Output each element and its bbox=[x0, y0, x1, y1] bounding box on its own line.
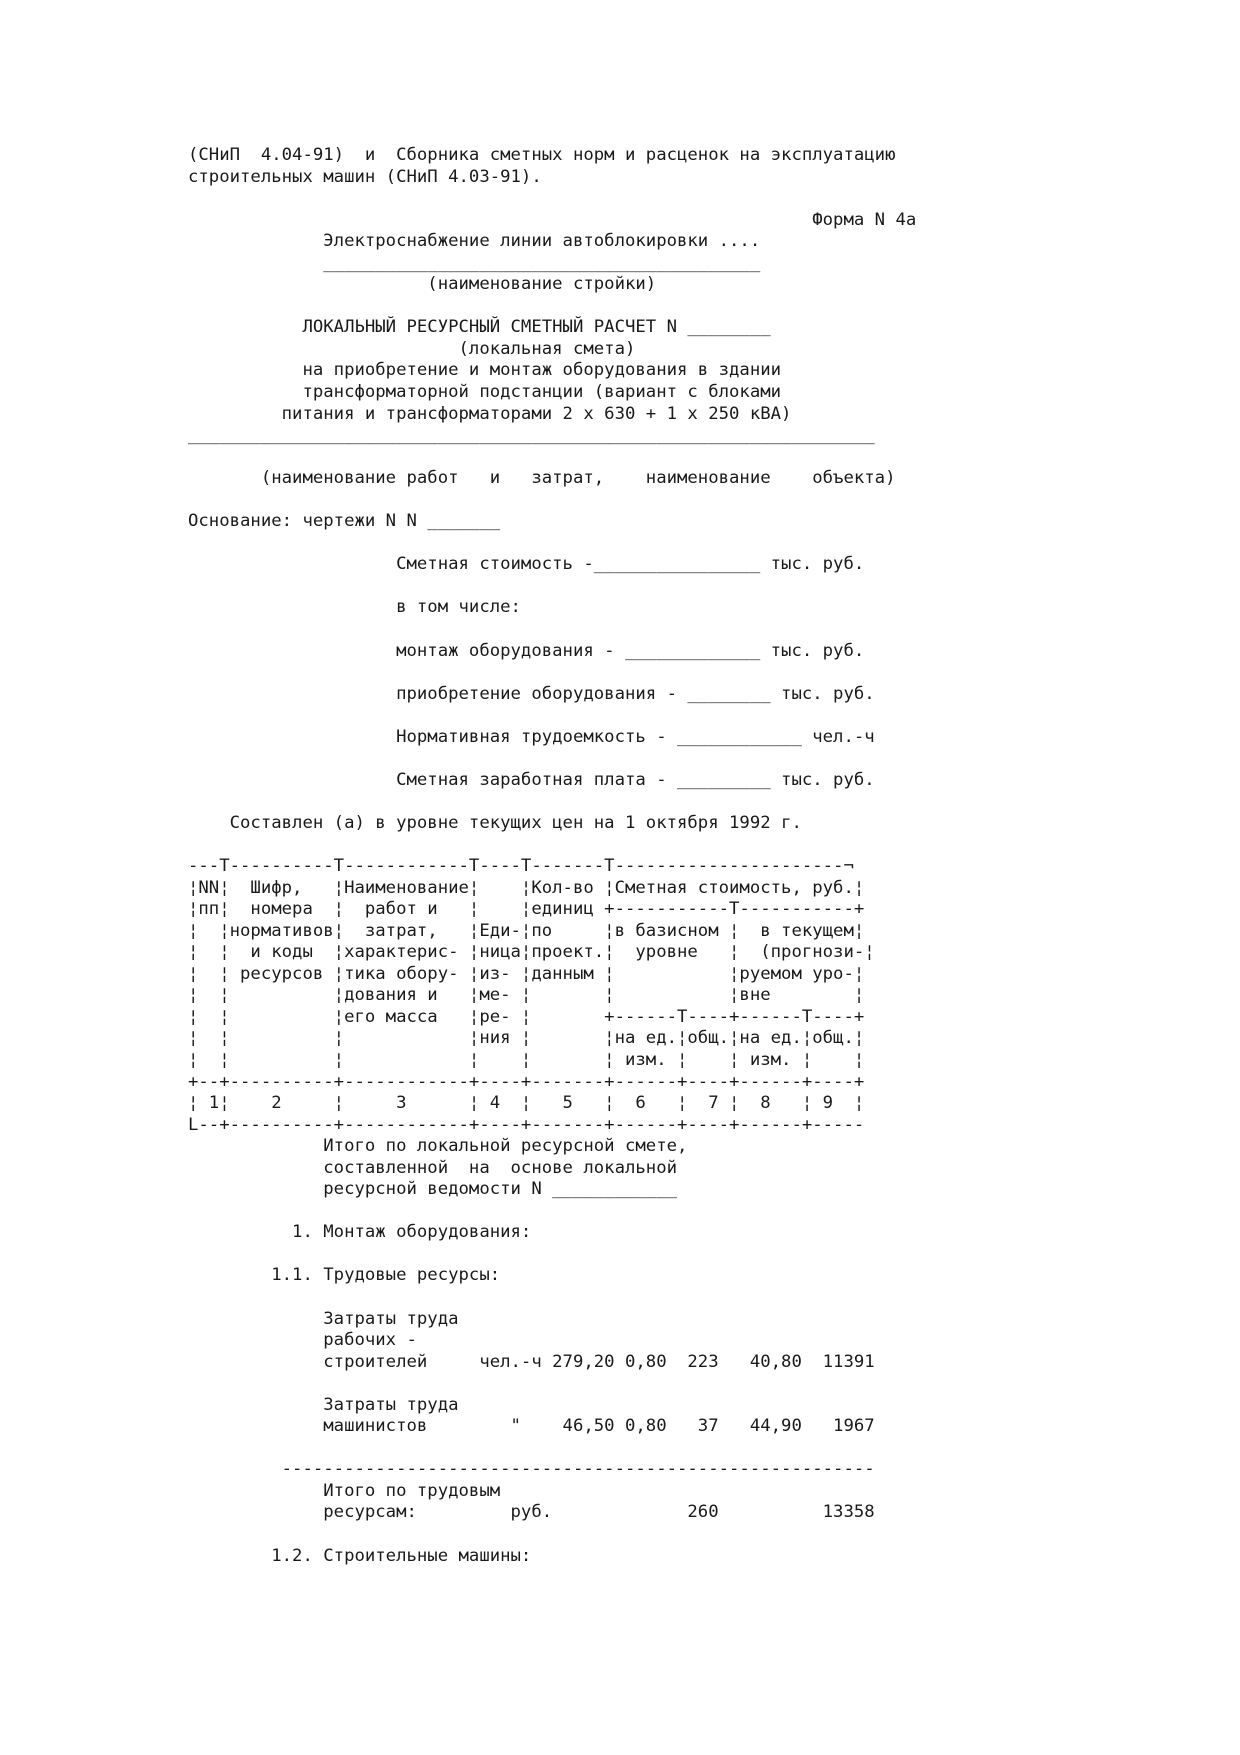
text-line: L--+----------+------------+----+-------+------+----+------+----- bbox=[188, 1114, 865, 1135]
text-line: ресурсам: руб. 260 13358 bbox=[188, 1502, 875, 1523]
text-line: ¦ ¦ ¦его масса ¦ре- ¦ +------T----+------T----+ bbox=[188, 1006, 865, 1027]
text-line: __________________________________________________________________ bbox=[188, 425, 875, 446]
text-line: Составлен (а) в уровне текущих цен на 1 октября 1992 г. bbox=[188, 812, 802, 833]
text-line: 1.1. Трудовые ресурсы: bbox=[188, 1265, 501, 1286]
text-line: (локальная смета) bbox=[188, 338, 636, 359]
text-line: Итого по локальной ресурсной смете, bbox=[188, 1136, 688, 1157]
text-line: __________________________________________ bbox=[188, 252, 761, 273]
text-line: Итого по трудовым bbox=[188, 1480, 501, 1501]
text-line: Сметная стоимость -________________ тыс. руб. bbox=[188, 554, 865, 575]
estimate-text-body bbox=[188, 145, 916, 1567]
text-line: ¦ ¦ ¦ ¦ния ¦ ¦на ед.¦общ.¦на ед.¦общ.¦ bbox=[188, 1028, 865, 1049]
text-line: ---T----------T------------T----T-------T----------------------¬ bbox=[188, 856, 854, 877]
text-line: ¦ ¦ и коды ¦характерис- ¦ница¦проект.¦ уровне ¦ (прогнози-¦ bbox=[188, 942, 875, 963]
text-line: 1.2. Строительные машины: bbox=[188, 1545, 532, 1566]
text-line: ¦ 1¦ 2 ¦ 3 ¦ 4 ¦ 5 ¦ 6 ¦ 7 ¦ 8 ¦ 9 ¦ bbox=[188, 1093, 865, 1114]
text-line: ¦ ¦ ресурсов ¦тика обору- ¦из- ¦данным ¦ ¦руемом уро-¦ bbox=[188, 963, 865, 984]
text-line: (наименование стройки) bbox=[188, 274, 657, 295]
text-line: строительных машин (СНиП 4.03-91). bbox=[188, 166, 542, 187]
text-line: Затраты труда bbox=[188, 1308, 459, 1329]
text-line: составленной на основе локальной bbox=[188, 1157, 677, 1178]
text-line: Электроснабжение линии автоблокировки .... bbox=[188, 231, 761, 252]
text-line: на приобретение и монтаж оборудования в здании bbox=[188, 360, 782, 381]
text-line: ¦ ¦ ¦дования и ¦ме- ¦ ¦ ¦вне ¦ bbox=[188, 985, 865, 1006]
text-line: +--+----------+------------+----+-------+------+----+------+----+ bbox=[188, 1071, 865, 1092]
text-line: Форма N 4a bbox=[188, 209, 917, 230]
text-line: в том числе: bbox=[188, 597, 521, 618]
text-line: 1. Монтаж оборудования: bbox=[188, 1222, 532, 1243]
text-line: машинистов " 46,50 0,80 37 44,90 1967 bbox=[188, 1416, 875, 1437]
text-line: ¦NN¦ Шифр, ¦Наименование¦ ¦Кол-во ¦Сметная стоимость, руб.¦ bbox=[188, 877, 865, 898]
text-line: (наименование работ и затрат, наименование объекта) bbox=[188, 468, 896, 489]
text-line: монтаж оборудования - _____________ тыс. руб. bbox=[188, 640, 865, 661]
text-line: ресурсной ведомости N ____________ bbox=[188, 1179, 677, 1200]
text-line: рабочих - bbox=[188, 1330, 417, 1351]
text-line: ¦ ¦нормативов¦ затрат, ¦Еди-¦по ¦в базисном ¦ в текущем¦ bbox=[188, 920, 865, 941]
text-line: Нормативная трудоемкость - ____________ чел.-ч bbox=[188, 726, 875, 747]
text-line: ¦пп¦ номера ¦ работ и ¦ ¦единиц +-----------T-----------+ bbox=[188, 899, 865, 920]
text-line: Сметная заработная плата - _________ тыс. руб. bbox=[188, 769, 875, 790]
text-line: питания и трансформаторами 2 х 630 + 1 х 250 кВА) bbox=[188, 403, 792, 424]
text-line: Затраты труда bbox=[188, 1394, 459, 1415]
text-line: --------------------------------------------------------- bbox=[188, 1459, 875, 1480]
text-line: трансформаторной подстанции (вариант с блоками bbox=[188, 382, 782, 403]
text-line: строителей чел.-ч 279,20 0,80 223 40,80 11391 bbox=[188, 1351, 875, 1372]
text-line: (СНиП 4.04-91) и Сборника сметных норм и расценок на эксплуатацию bbox=[188, 145, 896, 165]
text-line: ¦ ¦ ¦ ¦ ¦ ¦ изм. ¦ ¦ изм. ¦ ¦ bbox=[188, 1049, 865, 1070]
text-line: приобретение оборудования - ________ тыс. руб. bbox=[188, 683, 875, 704]
text-line: ЛОКАЛЬНЫЙ РЕСУРСНЫЙ СМЕТНЫЙ РАСЧЕТ N ________ bbox=[188, 317, 771, 338]
text-line: Основание: чертежи N N _______ bbox=[188, 511, 501, 532]
